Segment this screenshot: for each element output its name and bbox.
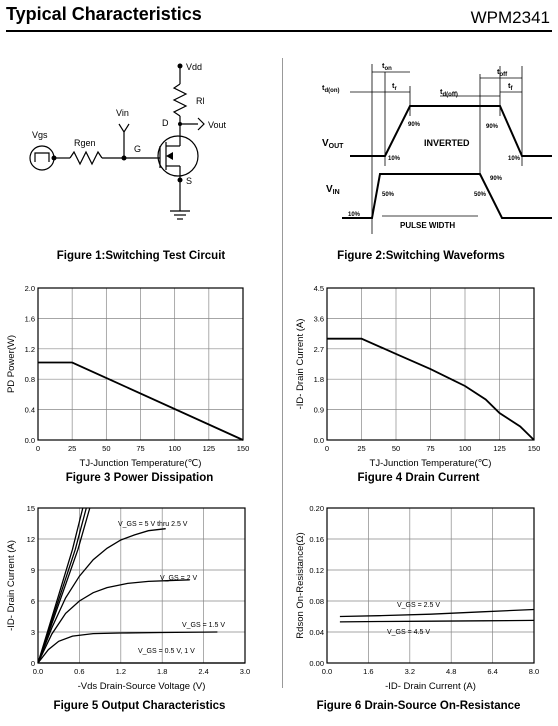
svg-text:tf: $t_f$ xyxy=(508,81,513,92)
x-tick-label: 3.2 xyxy=(404,667,416,676)
svg-text:10%: 10% xyxy=(348,212,361,218)
x-tick-label: 25 xyxy=(357,444,366,453)
part-number: WPM2341 xyxy=(470,8,550,27)
pulse-symbol xyxy=(35,153,49,162)
plot-frame xyxy=(327,508,534,663)
x-axis-label: -Vds Drain-Source Voltage (V) xyxy=(77,681,206,692)
y-tick-label: 0.0 xyxy=(313,436,324,445)
svg-text:td(off): $t_{d(off)}$ xyxy=(440,87,458,98)
output-characteristics-chart xyxy=(0,500,279,698)
x-tick-label: 50 xyxy=(102,444,111,453)
svg-text:10%: 10% xyxy=(508,156,521,162)
series-line-1 xyxy=(340,620,534,622)
inverted-label: INVERTED xyxy=(424,138,470,148)
x-tick-label: 2.4 xyxy=(198,667,209,676)
x-tick-label: 6.4 xyxy=(487,667,498,676)
title-rule xyxy=(6,30,552,32)
y-tick-label: 3 xyxy=(30,628,35,637)
tf-label: t xyxy=(508,81,511,90)
svg-text:VIN: $V_{IN}$ xyxy=(326,184,340,196)
y-tick-label: 0.20 xyxy=(309,504,324,513)
figure-1-caption: Figure 1:Switching Test Circuit xyxy=(56,250,226,262)
y-tick-label: 0.0 xyxy=(24,436,35,445)
svg-text:ton: $t_{on}$ xyxy=(382,61,392,72)
x-tick-label: 125 xyxy=(202,444,216,453)
mosfet-body xyxy=(158,136,198,176)
switching-waveforms xyxy=(290,56,552,238)
x-tick-label: 0.6 xyxy=(74,667,85,676)
y-tick-label: 0.04 xyxy=(309,628,324,637)
vdd-label: Vdd xyxy=(186,62,203,72)
rl-resistor xyxy=(174,84,186,116)
pulse-width-label: PULSE WIDTH xyxy=(400,221,456,230)
y-tick-label: 0.12 xyxy=(309,566,324,575)
svg-text:50%: 50% xyxy=(474,192,487,198)
annotation-label: V_GS = 4.5 V xyxy=(387,629,430,636)
svg-text:50%: 50% xyxy=(382,192,395,198)
figure-5-caption: Figure 5 Output Characteristics xyxy=(53,700,226,712)
drain-current-chart xyxy=(279,280,558,470)
annotation-label: V_GS = 2 V xyxy=(160,575,198,582)
x-axis-label: TJ-Junction Temperature(℃) xyxy=(79,458,202,469)
series-line-0 xyxy=(38,508,83,663)
y-axis-label: -ID- Drain Current (A) xyxy=(6,540,17,631)
y-tick-label: 2.7 xyxy=(313,344,324,354)
vgs-label: Vgs xyxy=(32,130,48,140)
vout-label: Vout xyxy=(208,120,227,130)
figure-4-caption: Figure 4 Drain Current xyxy=(357,472,480,484)
x-tick-label: 0 xyxy=(324,444,330,453)
y-tick-label: 2.0 xyxy=(24,284,35,293)
vout-wave-label: V xyxy=(322,138,329,149)
x-tick-label: 150 xyxy=(236,444,250,453)
series-line-0 xyxy=(340,610,534,617)
tdoff-label: t xyxy=(440,87,443,96)
ton-label: t xyxy=(382,61,385,70)
mosfet-arrow xyxy=(166,152,173,160)
rgen-label: Rgen xyxy=(74,138,96,148)
svg-text:90%: 90% xyxy=(486,124,499,130)
y-tick-label: 9 xyxy=(30,566,35,575)
y-tick-label: 0.4 xyxy=(24,405,35,415)
vin-label: Vin xyxy=(116,108,129,118)
x-tick-label: 100 xyxy=(458,444,472,453)
y-axis-label: Rdson On-Resistance(Ω) xyxy=(295,532,306,639)
y-tick-label: 1.6 xyxy=(24,314,35,324)
y-tick-label: 15 xyxy=(26,504,35,513)
x-axis-label: -ID- Drain Current (A) xyxy=(385,681,476,692)
figure-6-caption: Figure 6 Drain-Source On-Resistance xyxy=(316,700,521,712)
tr-label: t xyxy=(392,81,395,90)
y-tick-label: 1.2 xyxy=(24,344,35,354)
on-resistance-chart xyxy=(279,500,558,698)
figure-2-caption: Figure 2:Switching Waveforms xyxy=(337,250,505,262)
x-tick-label: 1.2 xyxy=(115,667,127,676)
svg-text:VOUT: $V_{OUT}$ xyxy=(322,138,344,150)
x-tick-label: 75 xyxy=(426,444,435,453)
plot-frame xyxy=(38,508,245,663)
figure-3-caption: Figure 3 Power Dissipation xyxy=(65,472,214,484)
x-tick-label: 4.8 xyxy=(445,667,457,676)
x-tick-label: 3.0 xyxy=(239,667,251,676)
y-tick-label: 4.5 xyxy=(313,284,324,293)
y-tick-label: 1.8 xyxy=(313,375,324,385)
vout-probe xyxy=(198,118,204,130)
x-tick-label: 1.8 xyxy=(156,667,168,676)
x-tick-label: 75 xyxy=(136,444,145,453)
y-tick-label: 3.6 xyxy=(313,314,324,324)
x-tick-label: 50 xyxy=(391,444,401,453)
vin-probe xyxy=(119,124,129,132)
y-tick-label: 0.00 xyxy=(309,659,324,668)
tdon-label: t xyxy=(322,83,325,92)
y-tick-label: 12 xyxy=(26,535,35,544)
annotation-label: V_GS = 2.5 V xyxy=(397,602,440,609)
y-tick-label: 0.9 xyxy=(313,405,324,415)
x-tick-label: 25 xyxy=(67,444,77,453)
gate-label: G xyxy=(134,144,142,154)
toff-label: t xyxy=(497,67,500,76)
y-axis-label: PD Power(W) xyxy=(6,334,17,394)
y-tick-label: 0.8 xyxy=(24,375,35,385)
y-tick-label: 0.08 xyxy=(309,597,324,606)
x-tick-label: 0.0 xyxy=(32,667,44,676)
x-tick-label: 100 xyxy=(168,444,181,453)
y-axis-label: -ID- Drain Current (A) xyxy=(295,318,306,410)
y-tick-label: 0 xyxy=(30,659,35,668)
x-tick-label: 1.6 xyxy=(363,667,374,676)
x-tick-label: 0 xyxy=(35,444,41,453)
y-tick-label: 0.16 xyxy=(309,535,324,544)
annotation-label: V_GS = 1.5 V xyxy=(182,622,225,629)
svg-text:toff: $t_{off}$ xyxy=(497,67,508,78)
svg-text:10%: 10% xyxy=(388,156,401,162)
y-tick-label: 6 xyxy=(30,597,35,606)
annotation-label: V_GS = 0.5 V, 1 V xyxy=(138,648,195,655)
x-tick-label: 150 xyxy=(527,444,541,453)
vgs-source-symbol xyxy=(30,146,54,170)
source-label: S xyxy=(186,176,193,186)
x-axis-label: TJ-Junction Temperature(℃) xyxy=(369,458,492,469)
page-title: Typical Characteristics xyxy=(6,4,202,24)
svg-text:tr: $t_r$ xyxy=(392,81,397,92)
svg-text:td(on): $t_{d(on)}$ xyxy=(322,83,340,94)
drain-label: D xyxy=(162,118,169,128)
x-tick-label: 8.0 xyxy=(528,667,540,676)
vin-waveform xyxy=(342,174,552,218)
switching-test-circuit xyxy=(10,56,270,236)
svg-text:90%: 90% xyxy=(408,122,421,128)
svg-text:90%: 90% xyxy=(490,176,503,182)
x-tick-label: 0.0 xyxy=(321,667,333,676)
annotation-label: V_GS = 5 V thru 2.5 V xyxy=(118,521,188,528)
rl-label: Rl xyxy=(196,96,205,106)
rgen-resistor xyxy=(70,152,102,164)
x-tick-label: 125 xyxy=(493,444,506,453)
power-dissipation-chart xyxy=(0,280,279,470)
vin-wave-label: V xyxy=(326,184,333,195)
